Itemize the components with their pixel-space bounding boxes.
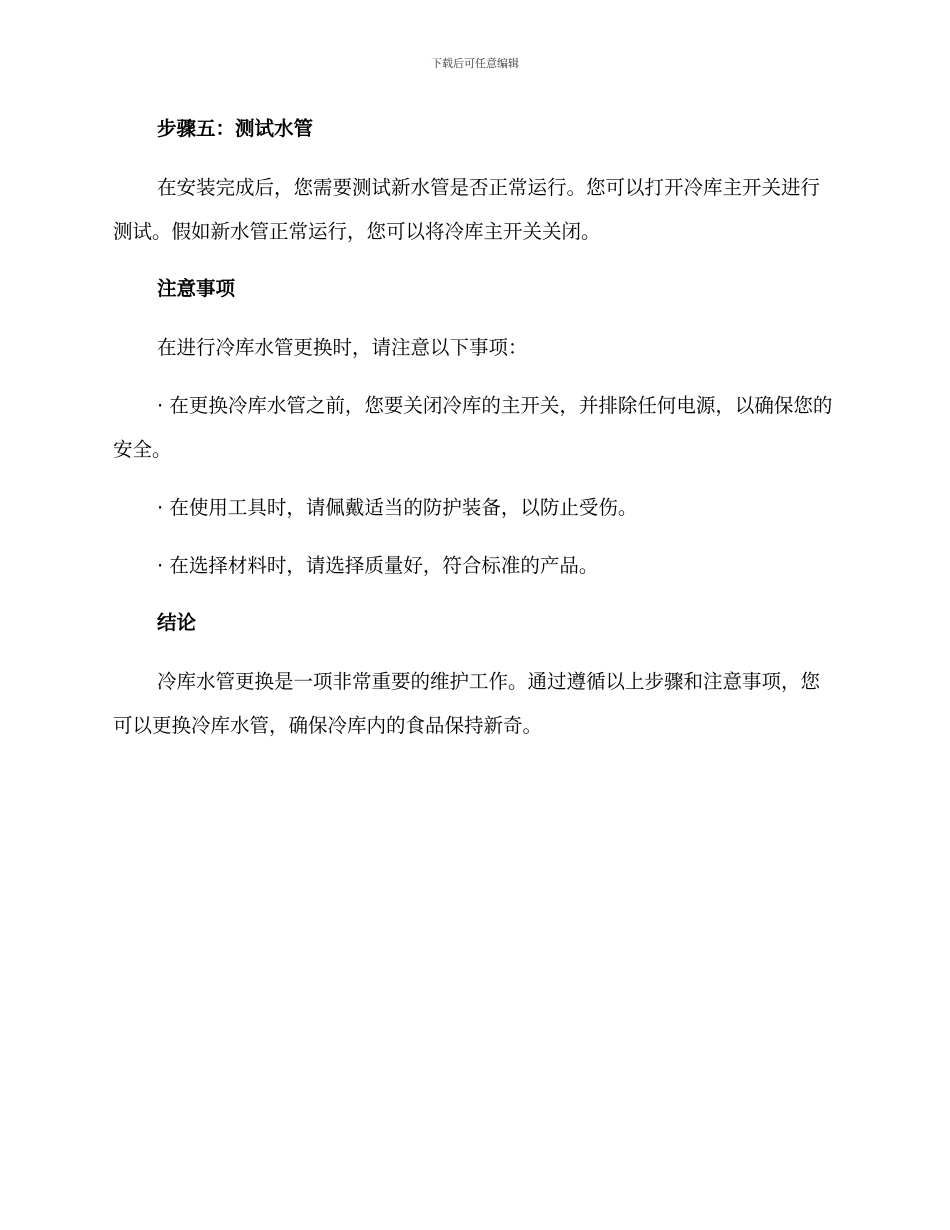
bullet-item-materials: · 在选择材料时，请选择质量好，符合标准的产品。 [157, 554, 599, 577]
section-heading-step-five: 步骤五：测试水管 [157, 117, 314, 140]
document-body [113, 108, 833, 762]
header-note: 下载后可任意编辑 [431, 57, 519, 70]
paragraph-test-pipe: 在安装完成后，您需要测试新水管是否正常运行。您可以打开冷库主开关进行测试。假如新水管正常运行，您可以将冷库主开关关闭。 [113, 176, 821, 243]
bullet-item-power-off: · 在更换冷库水管之前，您要关闭冷库的主开关，并排除任何电源，以确保您的安全。 [113, 394, 833, 461]
paragraph-notes-intro: 在进行冷库水管更换时，请注意以下事项： [157, 336, 528, 359]
section-heading-conclusion: 结论 [157, 611, 197, 634]
section-heading-notes: 注意事项 [157, 277, 236, 300]
paragraph-conclusion: 冷库水管更换是一项非常重要的维护工作。通过遵循以上步骤和注意事项，您可以更换冷库水管，确保冷库内的食品保持新奇。 [113, 670, 821, 737]
bullet-item-protective-gear: · 在使用工具时，请佩戴适当的防护装备，以防止受伤。 [157, 496, 638, 519]
